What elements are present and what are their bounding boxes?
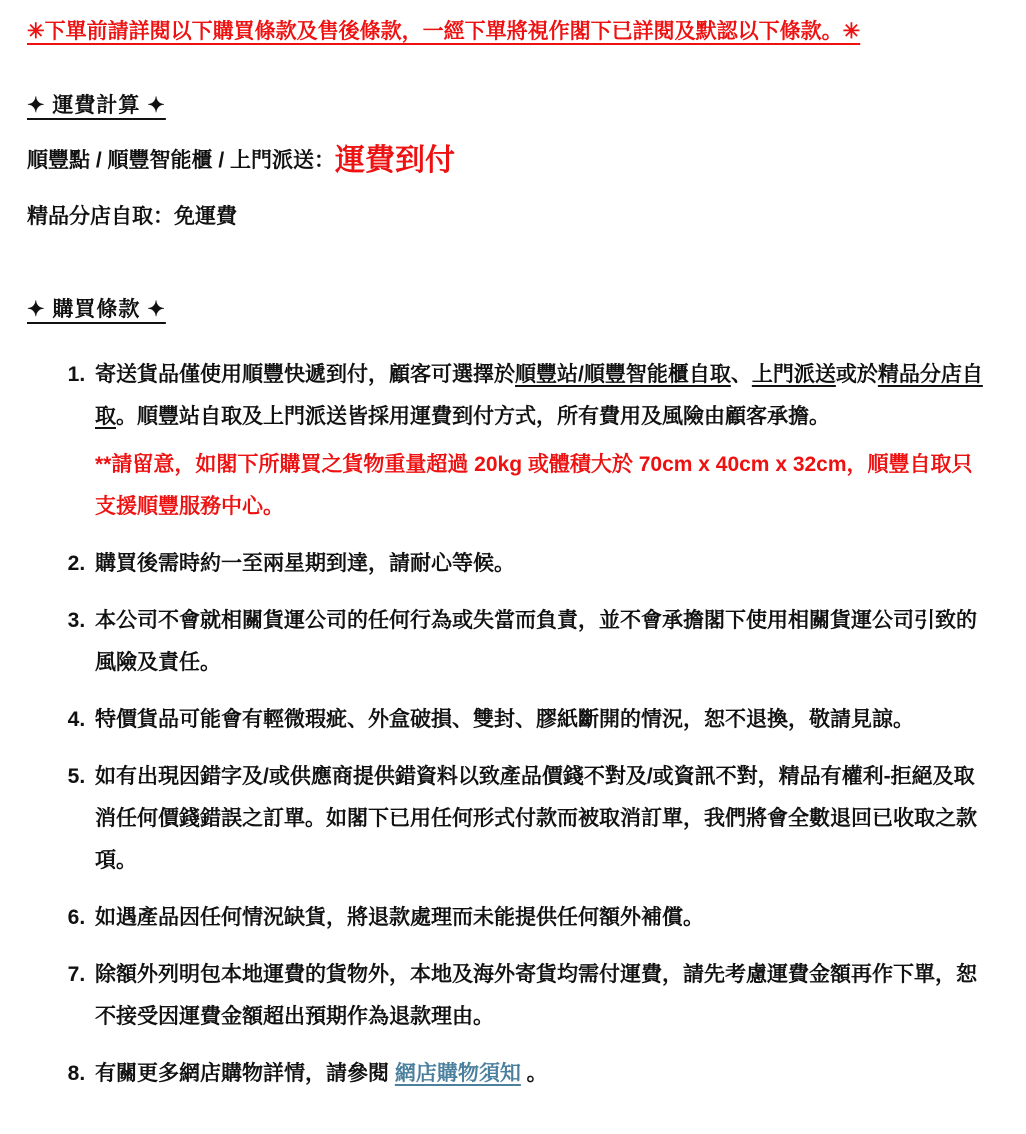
weight-size-limit-note: **請留意，如閣下所購買之貨物重量超過 20kg 或體積大於 70cm x 40cm x 32cm，順豐自取只支援順豐服務中心。 [95, 453, 973, 518]
terms-list [27, 354, 992, 1095]
term-item-courier-liability: 3. 本公司不會就相關貨運公司的任何行為或失當而負責，並不會承擔閣下使用相關貨運公司引致的風險及責任。 [91, 600, 992, 684]
shopping-guide-link[interactable]: 網店購物須知 [394, 1062, 521, 1085]
term-item-shipping-fees: 7. 除額外列明包本地運費的貨物外，本地及海外寄貨均需付運費，請先考慮運費金額再作下單，恕不接受因運費金額超出預期作為退款理由。 [91, 954, 992, 1038]
term1-underline-sf-station: 順豐站/順豐智能櫃自取 [515, 363, 731, 386]
store-pickup-line: 精品分店自取：免運費 [27, 205, 237, 228]
terms-heading-row [27, 296, 992, 324]
term1-text-pre: 寄送貨品僅使用順豐快遞到付，顧客可選擇於 [95, 363, 515, 386]
term-item-out-of-stock: 6. 如遇產品因任何情況缺貨，將退款處理而未能提供任何額外補償。 [91, 897, 992, 939]
top-warning-banner: ✳下單前請詳閱以下購買條款及售後條款，一經下單將視作閣下已詳閱及默認以下條款。✳ [27, 20, 861, 43]
term-item-discounted-goods: 4. 特價貨品可能會有輕微瑕疵、外盒破損、雙封、膠紙斷開的情況，恕不退換，敬請見諒。 [91, 699, 992, 741]
shipping-section-heading: ✦ 運費計算 ✦ [27, 94, 166, 117]
term-item-delivery-time: 2. 購買後需時約一至兩星期到達，請耐心等候。 [91, 543, 992, 585]
term-item-more-info [91, 1053, 992, 1095]
term1-underline-store-pickup: 精品分店自取 [95, 363, 983, 428]
term1-underline-home-delivery: 上門派送 [751, 363, 836, 386]
term1-text-mid2: 或於 [835, 363, 878, 386]
freight-collect-value: 運費到付 [335, 144, 456, 177]
term-item-pricing-errors: 5. 如有出現因錯字及/或供應商提供錯資料以致產品價錢不對及/或資訊不對，精品有權利-拒絕及取消任何價錢錯誤之訂單。如閣下已用任何形式付款而被取消訂單，我們將會全數退回已收取之款項。 [91, 756, 992, 882]
shipping-heading-row [27, 92, 992, 120]
terms-section-heading: ✦ 購買條款 ✦ [27, 298, 166, 321]
term1-text-post: 。順豐站自取及上門派送皆採用運費到付方式，所有費用及風險由顧客承擔。 [116, 405, 830, 428]
shipping-methods-line [27, 146, 992, 176]
term8-text-pre: 有關更多網店購物詳情，請參閱 [95, 1062, 395, 1085]
term-item-shipping-options [91, 354, 992, 528]
term8-text-post: 。 [520, 1062, 548, 1085]
term1-text-mid1: 、 [730, 363, 752, 386]
shipping-methods-label: 順豐點 / 順豐智能櫃 / 上門派送： [27, 149, 336, 172]
